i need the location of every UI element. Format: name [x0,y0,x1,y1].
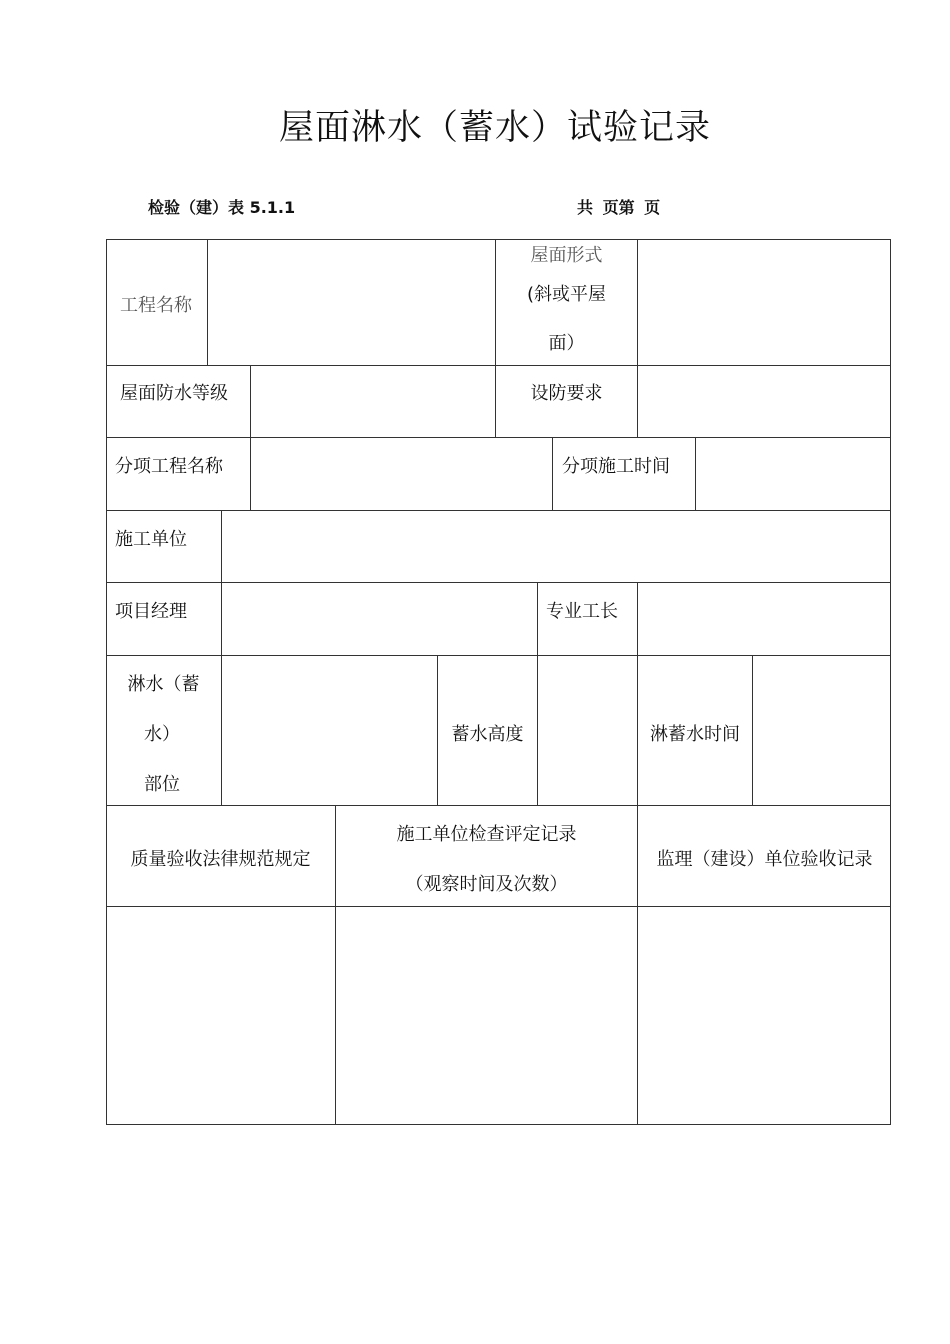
project-manager-field[interactable] [222,583,536,654]
roof-form-label-line1: 屋面形式 [530,245,603,266]
record-form [106,239,891,1125]
construction-unit-field[interactable] [222,511,890,581]
sub-item-name-field[interactable] [251,438,551,509]
project-manager-label: 项目经理 [115,601,187,622]
water-time-field[interactable] [753,656,890,804]
page-info: 共 页第 页 [577,198,661,217]
sub-item-time-field[interactable] [696,438,890,509]
regulation-header: 质量验收法律规范规定 [130,849,311,870]
project-name-label: 工程名称 [120,295,192,316]
design-requirement-field[interactable] [638,366,890,436]
page-title: 屋面淋水（蓄水）试验记录 [278,108,711,148]
col-divider [552,437,553,510]
supervision-record-header: 监理（建设）单位验收记录 [656,849,873,870]
roof-form-field[interactable] [638,240,890,364]
project-name-field[interactable] [208,240,494,364]
regulation-content-field[interactable] [107,907,335,1124]
location-label-line2: 水） [144,724,180,745]
foreman-field[interactable] [638,583,890,654]
foreman-label: 专业工长 [546,601,618,622]
water-height-label: 蓄水高度 [451,724,524,745]
sub-item-time-label: 分项施工时间 [562,456,670,477]
supervision-record-content-field[interactable] [638,907,890,1124]
sub-item-name-label: 分项工程名称 [115,456,223,477]
location-field[interactable] [222,656,436,804]
location-label-line3: 部位 [144,774,180,795]
water-height-field[interactable] [538,656,636,804]
roof-form-label-line2: (斜或平屋 [526,284,607,305]
form-code: 检验（建）表 5.1.1 [148,198,296,217]
roof-form-label-line3: 面） [548,333,585,354]
location-label-line1: 淋水（蓄 [127,674,200,695]
water-time-label: 淋蓄水时间 [650,724,740,745]
design-requirement-label: 设防要求 [530,383,603,404]
check-record-header-line1: 施工单位检查评定记录 [396,824,577,845]
check-record-content-field[interactable] [336,907,636,1124]
waterproof-grade-label: 屋面防水等级 [120,383,228,404]
construction-unit-label: 施工单位 [115,529,187,550]
check-record-header-line2: （观察时间及次数） [405,874,568,895]
waterproof-grade-field[interactable] [251,366,494,436]
row-divider [106,805,891,806]
